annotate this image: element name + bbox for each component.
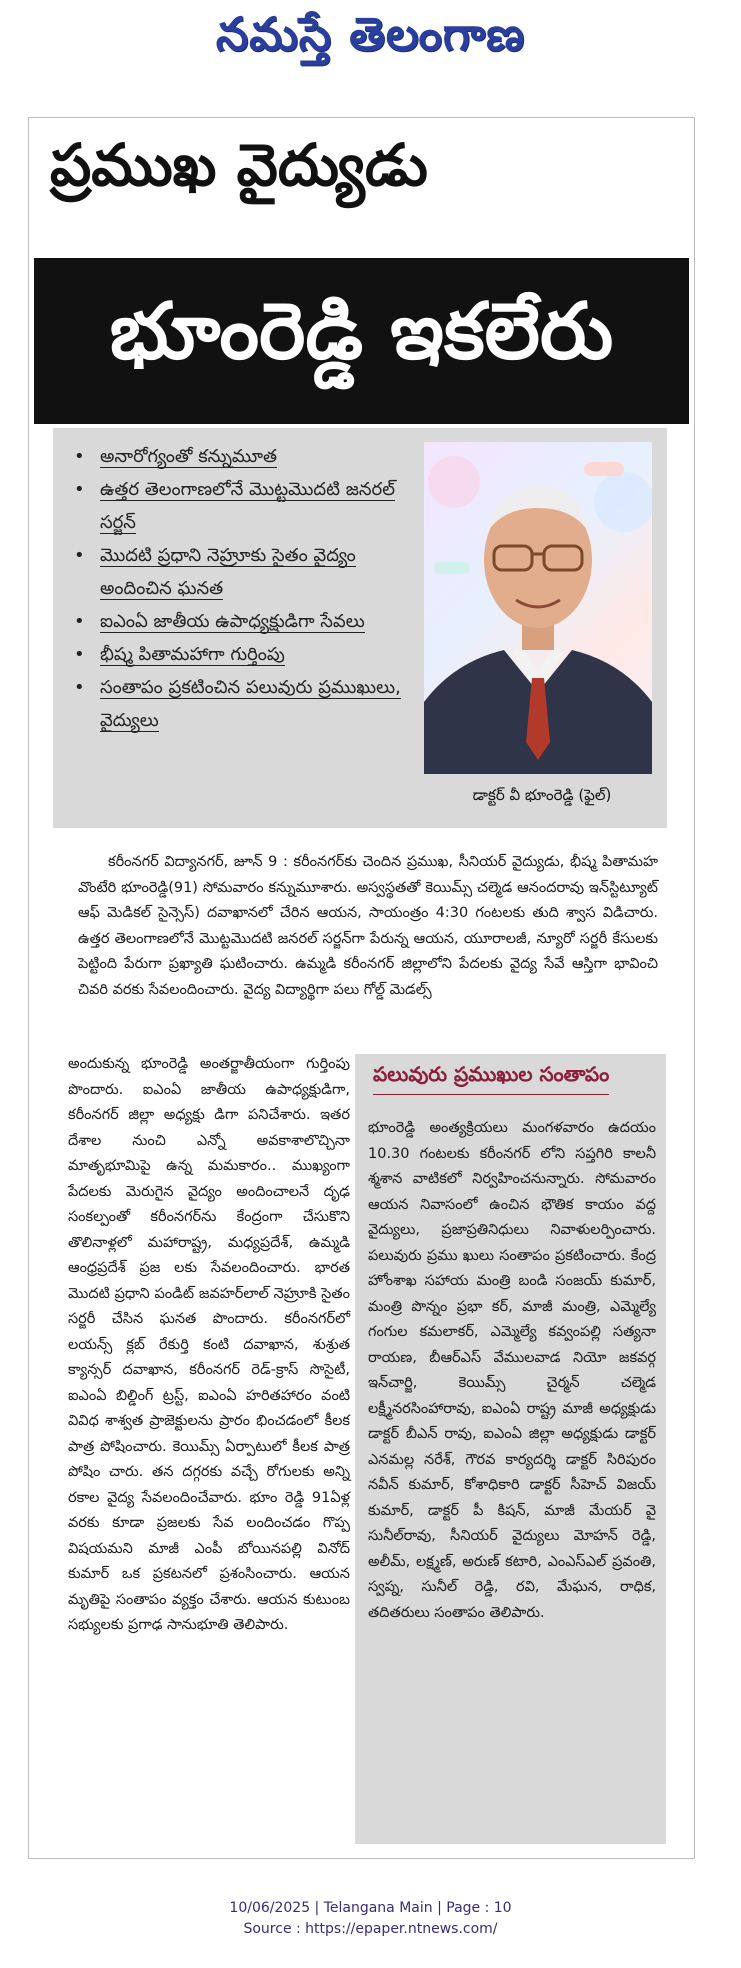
highlight-item: • ఐఎంఏ జాతీయ ఉపాధ్యక్షుడిగా సేవలు [74, 611, 365, 632]
headline-line-2: భూంరెడ్డి ఇకలేరు [109, 286, 614, 377]
highlight-item: • ఉత్తర తెలంగాణలోనే మొట్టమొదటి జనరల్ సర్జన్ [74, 479, 395, 533]
footer-source: Source : https://epaper.ntnews.com/ [243, 1921, 498, 1937]
sidebox-title: పలువురు ప్రముఖుల సంతాపం [373, 1062, 609, 1095]
newspaper-masthead [0, 0, 741, 80]
highlight-item: • భీష్మ పితామహాగా గుర్తింపు [74, 644, 285, 665]
highlight-item: • సంతాపం ప్రకటించిన పలువురు ప్రముఖులు, వైద్యులు [74, 677, 401, 731]
article-column-1: అందుకున్న భూంరెడ్డి అంతర్జాతీయంగా గుర్తింపు పొందారు. ఐఎంఏ జాతీయ ఉపాధ్యక్షుడిగా, కరీంనగర్ జిల్లా అధ్యక్షు డిగా పనిచేశారు. ఇతర దేశాల నుంచి ఎన్నో అవకాశాలొచ్చినా మాతృభూమిపై ఉన్న మమకారం.. ముఖ్యంగా పేదలకు మెరుగైన వైద్యం అందించాలనే దృఢ సంకల్పంతో కరీంనగర్‌ను కేంద్రంగా చేసుకొని తొలినాళ్లలో మహారాష్ట్ర, మధ్యప్రదేశ్, ఉమ్మడి ఆంధ్రప్రదేశ్ ప్రజ లకు సేవలందించారు. భారత మొదటి ప్రధాని పండిట్ జవహర్‌లాల్ నెహ్రూకి సైతం సర్జరీ చేసిన ఘనత పొందారు. కరీంనగర్‌లో లయన్స్ క్లబ్ రేకుర్తి కంటి దవాఖాన, శుశ్రుత క్యాన్సర్ దవాఖాన, కరీంనగర్ రెడ్-క్రాస్ సొసైటీ, ఐఎంఏ బిల్డింగ్ ట్రస్ట్, ఐఎంఏ హరితహారం వంటి వివిధ శాశ్వత ప్రాజెక్టులను ప్రారం భించడంలో కీలక పాత్ర పోషించారు. కెయిమ్స్ ఏర్పాటులో కీలక పాత్ర పోషిం చారు. తన దగ్గరకు వచ్చే రోగులకు అన్ని రకాల వైద్య సేవలందించేవారు. భూం రెడ్డి 91ఏళ్ల వరకు కూడా ప్రజలకు సేవ లందించడం గొప్ప విషయమని మాజీ ఎంపీ బోయినపల్లి వినోద్ కుమార్ ఒక ప్రకటనలో ప్రశంసించారు. ఆయన మృతిపై సంతాపం వ్యక్తం చేశారు. ఆయన కుటుంబ సభ్యులకు ప్రగాఢ సానుభూతి తెలిపారు. [68, 1056, 350, 1633]
sidebox-text: భూంరెడ్డి అంత్యక్రియలు మంగళవారం ఉదయం 10.30 గంటలకు కరీంనగర్ లోని సప్తగిరి కాలనీ శ్మశాన వాటికలో నిర్వహించనున్నారు. సోమవారం ఆయన నివాసంలో ఉంచిన భౌతిక కాయం వద్ద వైద్యులు, ప్రజాప్రతినిధులు నివాళులర్పించారు. పలువురు ప్రము ఖులు సంతాపం ప్రకటించారు. కేంద్ర హోంశాఖ సహాయ మంత్రి బండి సంజయ్ కుమార్, మంత్రి పొన్నం ప్రభా కర్, మాజీ మంత్రి, ఎమ్మెల్యే గంగుల కమలాకర్, ఎమ్మెల్యే కవ్వంపల్లి సత్యనా రాయణ, బీఆర్‌ఎస్ వేములవాడ నియో జకవర్గ ఇన్‌చార్జి, కెయిమ్స్ చైర్మన్ చల్మెడ లక్ష్మీనరసింహారావు, ఐఎంఏ రాష్ట్ర మాజీ అధ్యక్షుడు డాక్టర్ బీఎన్ రావు, ఐఎంఏ జిల్లా అధ్యక్షుడు డాక్టర్ ఎనమల్ల నరేశ్, గౌరవ కార్యదర్శి డాక్టర్ సిరిపురం నవీన్ కుమార్, కోశాధికారి డాక్టర్ సీహెచ్ విజయ్ కుమార్, డాక్టర్ పీ కిషన్, మాజీ మేయర్ వై సునీల్‌రావు, సీనియర్ వైద్యులు మోహన్ రెడ్డి, అలీమ్, లక్ష్మణ్, అరుణ్ కటారి, ఎంఎస్‌ఎల్ ప్రవంతి, స్వప్న, సునీల్ రెడ్డి, రవి, మేఘన, రాధిక, తదితరులు సంతాపం తెలిపారు. [368, 1120, 656, 1621]
masthead-title: నమస్తే తెలంగాణ [215, 7, 526, 61]
doctor-portrait-photo [424, 442, 652, 774]
highlight-item: • అనారోగ్యంతో కన్నుమూత [74, 446, 277, 467]
highlights-list [72, 440, 422, 737]
page-footer [0, 1898, 741, 1940]
headline-line-1: ప్రముఖ వైద్యుడు [50, 131, 428, 199]
lead-paragraph: కరీంనగర్ విద్యానగర్, జూన్ 9 : కరీంనగర్‌కు చెందిన ప్రముఖ, సీనియర్ వైద్యుడు, భీష్మ పితామహ వొంటేరి భూంరెడ్డి(91) సోమవారం కన్నుమూశారు. అస్వస్థతతో కెయిమ్స్ చల్మెడ ఆనందరావు ఇన్‌స్టిట్యూట్ ఆఫ్ మెడికల్ సైన్సెస్) దవాఖానలో చేరిన ఆయన, సాయంత్రం 4:30 గంటలకు తుది శ్వాస విడిచారు. ఉత్తర తెలంగాణలోనే మొట్టమొదటి జనరల్ సర్జన్‌గా పేరున్న ఆయన, యూరాలజీ, న్యూరో సర్జరీ కేసులకు పెట్టింది పేరుగా ప్రఖ్యాతి ఘటించారు. ఉమ్మడి కరీంనగర్ జిల్లాలోని పేదలకు వైద్య సేవే ఆస్తిగా భావించి చివరి వరకు సేవలందించారు. వైద్య విద్యార్థిగా పలు గోల్డ్ మెడల్స్ [78, 854, 658, 998]
photo-caption: డాక్టర్ వీ భూంరెడ్డి (ఫైల్) [472, 786, 612, 804]
footer-date-page: 10/06/2025 | Telangana Main | Page : 10 [229, 1900, 512, 1916]
portrait-illustration [424, 442, 652, 774]
highlight-item: • మొదటి ప్రధాని నెహ్రూకు సైతం వైద్యం అందించిన ఘనత [74, 545, 356, 599]
